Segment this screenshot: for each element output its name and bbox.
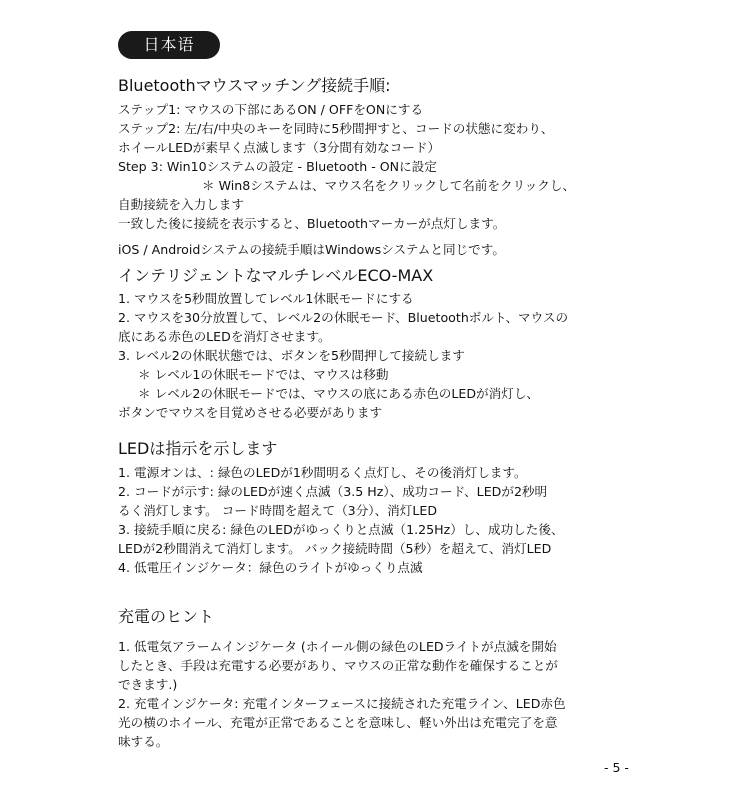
charge-line-1-end: できます.) [118,677,178,692]
charge-line-1: 1. 低電気アラームインジケータ (ホイール側の緑色のLEDライトが点滅を開始 [118,639,557,654]
page-number: - 5 - [604,760,629,775]
charge-line-2-cont: 光の横のホイール、充電が正常であることを意味し、軽い外出は充電完了を意 [118,715,558,730]
led-line-2-cont: るく消灯します。 コード時間を超えて（3分）、消灯LED [118,503,438,518]
charge-line-2: 2. 充電インジケータ: 充電インターフェースに接続された充電ライン、LED赤色 [118,696,566,711]
charge-line-2-end: 味する。 [118,734,169,749]
bluetooth-step2-cont: ホイールLEDが素早く点滅します（3分間有効なコード） [118,140,441,155]
eco-line-1: 1. マウスを5秒間放置してレベル1休眠モードにする [118,291,414,306]
eco-line-3: 3. レベル2の休眠状態では、ボタンを5秒間押して接続します [118,348,465,363]
led-section [118,439,648,577]
eco-line-2: 2. マウスを30分放置して、レベル2の休眠モード、Bluetoothボルト、マウスの [118,310,569,325]
eco-note-level1: ＊ レベル1の休眠モードでは、マウスは移動 [138,367,389,382]
bluetooth-ios-note: iOS / Androidシステムの接続手順はWindowsシステムと同じです。 [118,242,505,257]
led-heading: LEDは指示を示します [118,439,278,458]
bluetooth-step1: ステップ1: マウスの下部にあるON / OFFをONにする [118,102,424,117]
charge-heading: 充電のヒント [118,607,215,626]
eco-note-cont: ボタンでマウスを目覚めさせる必要があります [118,405,383,420]
bluetooth-win8-note: ＊ Win8システムは、マウス名をクリックして名前をクリックし、 [202,178,576,193]
bluetooth-win8-cont: 自動接続を入力します [118,197,244,212]
led-line-3-cont: LEDが2秒間消えて消灯します。 バック接続時間（5秒）を超えて、消灯LED [118,541,552,556]
bluetooth-step2: ステップ2: 左/右/中央のキーを同時に5秒間押すと、コードの状態に変わり、 [118,121,554,136]
charge-line-1-cont: したとき、手段は充電する必要があり、マウスの正常な動作を確保することが [118,658,558,673]
bluetooth-marker-line: 一致した後に接続を表示すると、Bluetoothマーカーが点灯します。 [118,216,506,231]
eco-line-2-cont: 底にある赤色のLEDを消灯させます。 [118,329,331,344]
led-line-3: 3. 接続手順に戻る: 緑色のLEDがゆっくりと点滅（1.25Hz）し、成功した後、 [118,522,564,537]
bluetooth-section [118,76,648,259]
led-line-1: 1. 電源オンは、: 緑色のLEDが1秒間明るく点灯し、その後消灯します。 [118,465,527,480]
led-line-4: 4. 低電圧インジケータ：緑色のライトがゆっくり点滅 [118,560,423,575]
eco-heading: インテリジェントなマルチレベルECO-MAX [118,266,434,285]
charge-section [118,607,648,751]
bluetooth-step3: Step 3: Win10システムの設定 - Bluetooth - ONに設定 [118,159,437,174]
bluetooth-heading: Bluetoothマウスマッチング接続手順: [118,76,391,95]
led-line-2: 2. コードが示す: 緑のLEDが速く点滅（3.5 Hz）、成功コード、LEDが2秒明 [118,484,548,499]
eco-section [118,266,648,422]
eco-note-level2: ＊ レベル2の休眠モードでは、マウスの底にある赤色のLEDが消灯し、 [138,386,540,401]
language-badge: 日本语 [118,31,220,59]
